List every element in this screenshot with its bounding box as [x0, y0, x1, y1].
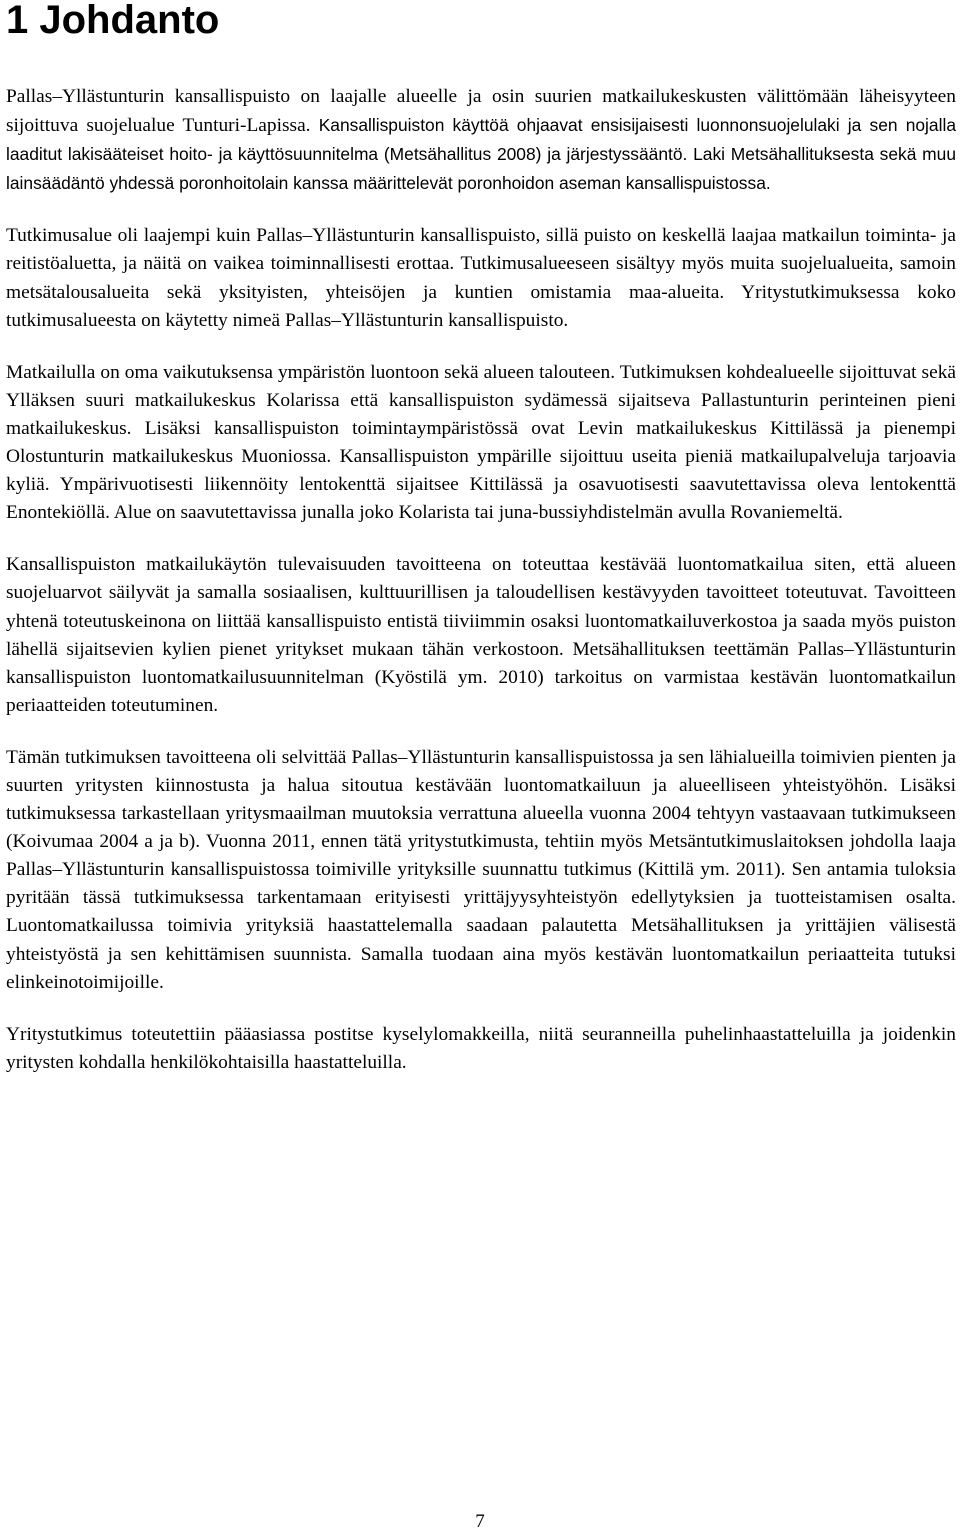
paragraph-1-sentence-1: Pallas–Yllästunturin kansallispuisto on laajalle alueelle ja osin suurien matkailukeskusten välittömään läheisyyteen sijoittuva suojelualue Tunturi-Lapissa.: [6, 86, 956, 137]
paragraph-6: Yritystutkimus toteutettiin pääasiassa postitse kyselylomakkeilla, niitä seuranneilla puhelinhaastatteluilla ja joidenkin yritysten kohdalla henkilökohtaisilla haastatteluilla.: [6, 1023, 956, 1073]
paragraph-2: [6, 222, 956, 334]
paragraph-2-sentence-1: Tutkimusalue oli laajempi kuin Pallas–Yllästunturin kansallispuisto, sillä puisto on keskellä laajaa matkailun toiminta- ja reitistöaluetta, ja näitä on vaikea toiminnallisesti erottaa.: [6, 225, 956, 275]
page-number: 7: [475, 1511, 485, 1532]
chapter-heading: 1 Johdanto: [6, 0, 220, 42]
body-text: [6, 83, 956, 1101]
paragraph-5: Tämän tutkimuksen tavoitteena oli selvittää Pallas–Yllästunturin kansallispuistossa ja sen lähialueilla toimivien pienten ja suurten yritysten kiinnostusta ja halua sitoutua kestävään luontomatkailuun ja alueelliseen yhteistyöhön. Lisäksi tutkimuksessa tarkastellaan yritysmaailman muutoksia verrattuna alueella vuonna 2004 tehtyyn vastaavaan tutkimukseen (Koivumaa 2004 a ja b). Vuonna 2011, ennen tätä yritystutkimusta, tehtiin myös Metsäntutkimuslaitoksen johdolla laaja Pallas–Yllästunturin kansallispuistossa toimiville yrityksille suunnattu tutkimus (Kittilä ym. 2011). Sen antamia tuloksia pyritään tässä tutkimuksessa tarkentamaan erityisesti yrittäjyysyhteistyön edellytyksien ja tuotteistamisen osalta. Luontomatkailussa toimivia yrityksiä haastattelemalla saadaan palautetta Metsähallituksen ja yrittäjien välisestä yhteistyöstä ja sen kehittämisen suunnista. Samalla tuodaan aina myös kestävän luontomatkailun periaatteita tutuksi elinkeinotoimijoille.: [6, 746, 956, 993]
paragraph-3: Matkailulla on oma vaikutuksensa ympäristön luontoon sekä alueen talouteen. Tutkimuksen kohdealueelle sijoittuvat sekä Ylläksen suuri matkailukeskus Kolarissa että kansallispuiston sydämessä sijaitseva Pallastunturin perinteinen pieni matkailukeskus. Lisäksi kansallispuiston toimintaympäristössä ovat Levin matkailukeskus Kittilässä ja pienempi Olostunturin matkailukeskus Muoniossa. Kansallispuiston ympärille sijoittuu useita pieniä matkailupalveluja tarjoavia kyliä. Ympärivuotisesti liikennöity lentokenttä sijaitsee Kittilässä ja osavuotisesti saavutettavissa oleva lentokenttä Enontekiöllä. Alue on saavutettavissa junalla joko Kolarista tai juna-bussiyhdistelmän avulla Rovaniemeltä.: [6, 361, 956, 524]
paragraph-2-sentence-2: Tutkimusalueeseen sisältyy myös muita suojelualueita, samoin metsätalousalueita sekä yksityisten, yhteisöjen ja kuntien omistamia maa-alueita.: [6, 253, 956, 303]
paragraph-1: [6, 83, 956, 198]
paragraph-4: Kansallispuiston matkailukäytön tulevaisuuden tavoitteena on toteuttaa kestävää luontomatkailua siten, että alueen suojeluarvot säilyvät ja samalla sosiaalisen, kulttuurillisen ja taloudellisen kestävyyden tavoitteet toteutuvat. Tavoitteen yhtenä toteutuskeinona on liittää kansallispuisto entistä tiiviimmin osaksi luontomatkailuverkostoa ja saada myös puiston lähellä sijaitsevien kylien pienet yritykset mukaan tähän verkostoon. Metsähallituksen teettämän Pallas–Yllästunturin kansallispuiston luontomatkailusuunnitelman (Kyöstilä ym. 2010) tarkoitus on varmistaa kestävän luontomatkailun periaatteiden toteutuminen.: [6, 554, 956, 716]
paragraph-1-sentence-3: Laki Metsähallituksesta sekä muu lainsäädäntö yhdessä poronhoitolain kanssa määrittelevät poronhoidon aseman kansallispuistossa.: [6, 144, 956, 194]
paragraph-1-sentence-2: Kansallispuiston käyttöä ohjaavat ensisijaisesti luonnonsuojelulaki ja sen nojalla laaditut lakisääteiset hoito- ja käyttösuunnitelma (Metsähallitus 2008) ja järjestyssääntö.: [6, 115, 956, 165]
paragraph-2-sentence-3: Yritystutkimuksessa koko tutkimusalueesta on käytetty nimeä Pallas–Yllästunturin kansallispuisto.: [6, 281, 956, 331]
